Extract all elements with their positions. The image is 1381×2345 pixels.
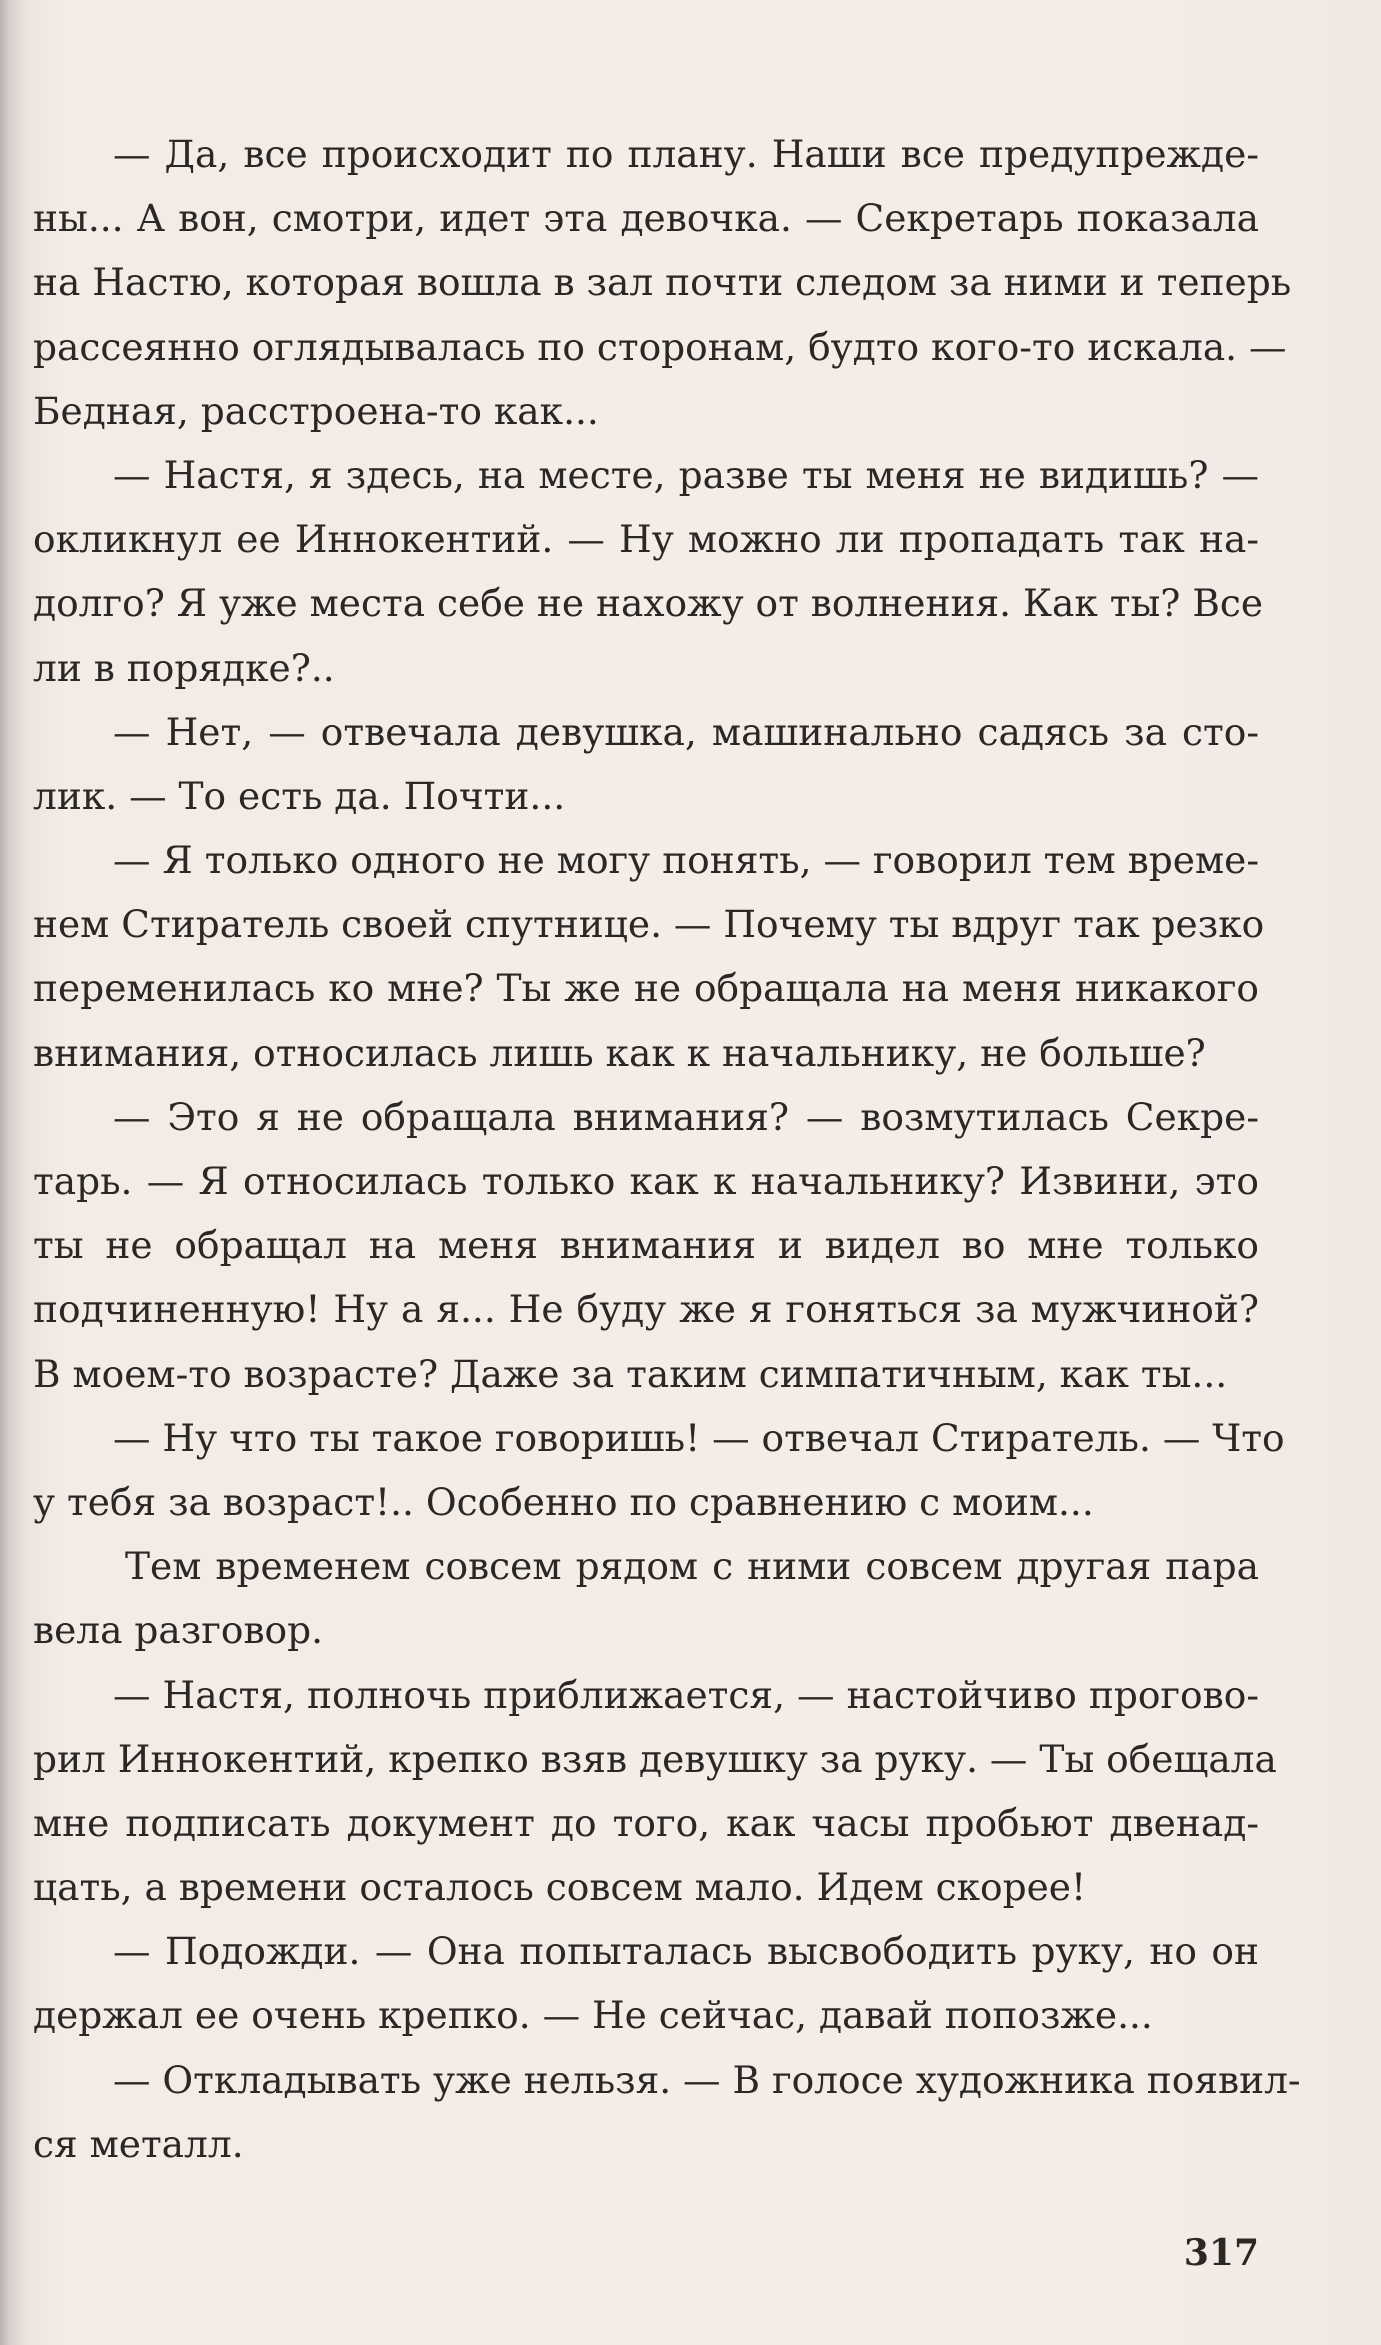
text-line: — Я только одного не могу понять, — говорил тем време- xyxy=(113,838,1259,883)
text-line: В моем-то возрасте? Даже за таким симпатичным, как ты... xyxy=(33,1351,1228,1396)
text-line: — Нет, — отвечала девушка, машинально садясь за сто- xyxy=(113,709,1259,754)
text-line: ли в порядке?.. xyxy=(33,645,335,690)
text-line: внимания, относилась лишь как к начальнику, не больше? xyxy=(33,1030,1206,1075)
text-line: ны... А вон, смотри, идет эта девочка. — Секретарь показала xyxy=(33,196,1259,241)
text-line: окликнул ее Иннокентий. — Ну можно ли пропадать так на- xyxy=(33,517,1259,562)
text-line: на Настю, которая вошла в зал почти следом за ними и теперь xyxy=(33,260,1292,305)
text-line: — Настя, полночь приближается, — настойчиво прогово- xyxy=(113,1672,1259,1717)
text-line: держал ее очень крепко. — Не сейчас, давай попозже... xyxy=(33,1993,1153,2038)
text-line: подчиненную! Ну а я... Не буду же я гоняться за мужчиной? xyxy=(33,1287,1259,1332)
text-line: рассеянно оглядывалась по сторонам, будто кого-то искала. — xyxy=(33,324,1287,369)
text-line: тарь. — Я относилась только как к начальнику? Извини, это xyxy=(33,1159,1259,1203)
text-line: — Откладывать уже нельзя. — В голосе художника появил- xyxy=(113,2057,1301,2102)
text-line: ся металл. xyxy=(33,2121,244,2166)
text-line: ты не обращал на меня внимания и видел во мне только xyxy=(33,1223,1259,1268)
text-line: вела разговор. xyxy=(33,1608,324,1653)
text-line: нем Стиратель своей спутнице. — Почему ты вдруг так резко xyxy=(33,902,1265,947)
text-line: у тебя за возраст!.. Особенно по сравнению с моим... xyxy=(33,1479,1094,1524)
text-line: долго? Я уже места себе не нахожу от волнения. Как ты? Все xyxy=(33,581,1264,626)
text-line: — Да, все происходит по плану. Наши все предупрежде- xyxy=(113,132,1259,176)
text-line: Бедная, расстроена-то как... xyxy=(33,388,599,433)
text-line: лик. — То есть да. Почти... xyxy=(33,773,566,818)
body-text xyxy=(33,122,1301,2176)
text-line: цать, а времени осталось совсем мало. Идем скорее! xyxy=(33,1865,1087,1910)
page-number: 317 xyxy=(1183,2232,1259,2274)
text-line: — Подожди. — Она попыталась высвободить руку, но он xyxy=(113,1929,1259,1974)
text-line: — Ну что ты такое говоришь! — отвечал Стиратель. — Что xyxy=(113,1415,1285,1460)
text-line: Тем временем совсем рядом с ними совсем другая пара xyxy=(125,1544,1259,1589)
text-line: мне подписать документ до того, как часы пробьют двенад- xyxy=(33,1800,1259,1845)
text-line: рил Иннокентий, крепко взяв девушку за руку. — Ты обещала xyxy=(33,1736,1277,1781)
text-line: — Это я не обращала внимания? — возмутилась Секре- xyxy=(113,1094,1259,1139)
text-line: переменилась ко мне? Ты же не обращала на меня никакого xyxy=(33,966,1259,1011)
text-line: — Настя, я здесь, на месте, разве ты меня не видишь? — xyxy=(113,452,1259,497)
